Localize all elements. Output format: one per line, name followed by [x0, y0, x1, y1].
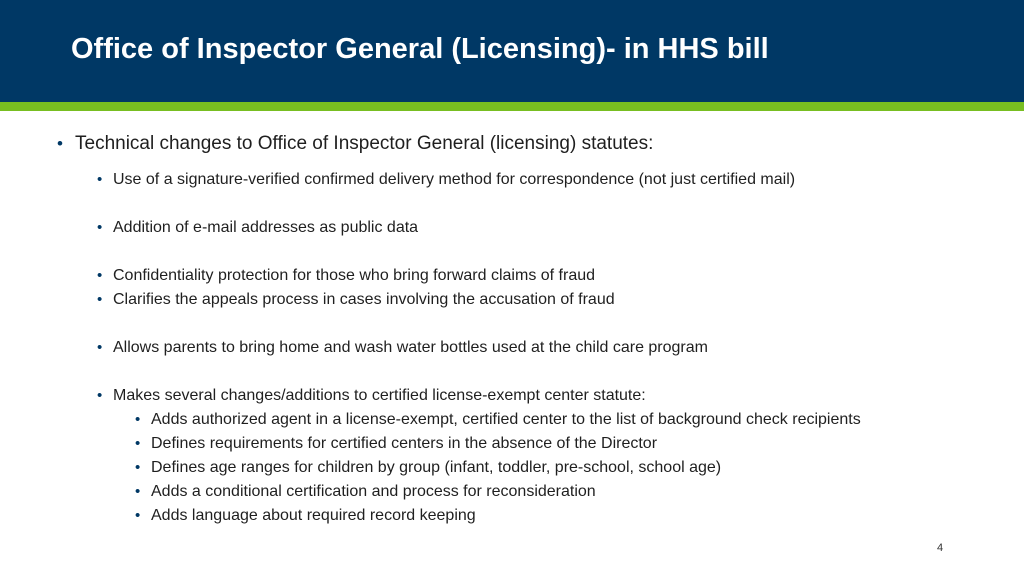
bullet-icon: • [57, 134, 63, 153]
sub-list-item-text: Adds a conditional certification and process for reconsideration [151, 483, 596, 500]
bullet-icon: • [135, 507, 141, 524]
bullet-icon: • [97, 267, 103, 284]
sub-list-item [135, 457, 722, 479]
list-item-text: Addition of e-mail addresses as public data [113, 219, 419, 236]
list-item [97, 217, 419, 239]
sub-list-item-text: Adds authorized agent in a license-exempt, certified center to the list of background check recipients [151, 411, 861, 428]
list-item [97, 289, 615, 311]
sub-list-item-text: Adds language about required record keeping [151, 507, 476, 524]
main-bullet-text: Technical changes to Office of Inspector General (licensing) statutes: [75, 133, 654, 154]
bullet-icon: • [97, 339, 103, 356]
list-item [97, 337, 708, 359]
bullet-icon: • [135, 411, 141, 428]
bullet-icon: • [135, 483, 141, 500]
list-item [97, 385, 646, 407]
bullet-icon: • [97, 387, 103, 404]
sub-list-item [135, 505, 476, 527]
sub-list-item-text: Defines requirements for certified centers in the absence of the Director [151, 435, 658, 452]
list-item-text: Clarifies the appeals process in cases involving the accusation of fraud [113, 291, 615, 308]
bullet-icon: • [97, 171, 103, 188]
bullet-icon: • [97, 291, 103, 308]
page-number: 4 [937, 542, 944, 554]
list-item-text: Confidentiality protection for those who bring forward claims of fraud [113, 267, 596, 284]
sub-list-item [135, 481, 596, 503]
sub-list-item [135, 433, 658, 455]
list-item [97, 169, 796, 191]
bullet-icon: • [97, 219, 103, 236]
sub-list-item-text: Defines age ranges for children by group (infant, toddler, pre-school, school age) [151, 459, 722, 476]
bullet-icon: • [135, 459, 141, 476]
list-item-text: Use of a signature-verified confirmed delivery method for correspondence (not just certified mail) [113, 171, 796, 188]
slide-title: Office of Inspector General (Licensing)- in HHS bill [71, 33, 769, 65]
bullet-icon: • [135, 435, 141, 452]
sub-list-item [135, 409, 861, 431]
list-item [97, 265, 596, 287]
main-bullet [57, 132, 654, 156]
list-item-text: Makes several changes/additions to certified license-exempt center statute: [113, 387, 646, 404]
list-item-text: Allows parents to bring home and wash water bottles used at the child care program [113, 339, 708, 356]
